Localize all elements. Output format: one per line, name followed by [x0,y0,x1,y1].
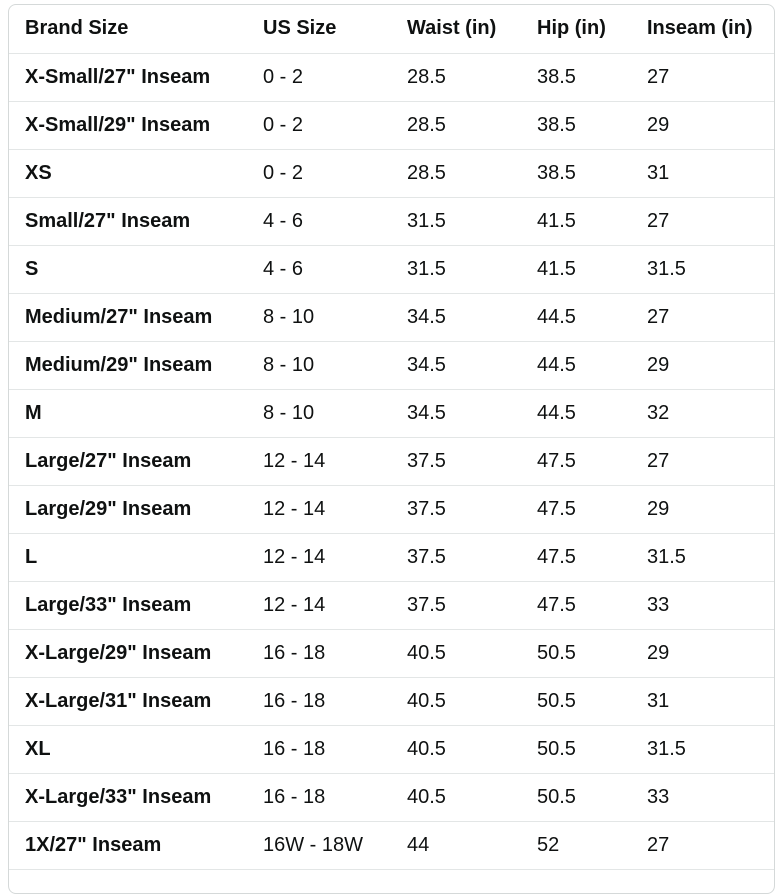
hip-cell: 50.5 [521,629,631,677]
us-size-cell: 12 - 14 [247,485,391,533]
us-size-cell: 4 - 6 [247,245,391,293]
us-size-cell: 16 - 18 [247,629,391,677]
us-size-cell: 8 - 10 [247,341,391,389]
waist-cell: 28.5 [391,53,521,101]
us-size-cell: 8 - 10 [247,389,391,437]
waist-cell: 34.5 [391,293,521,341]
waist-cell: 40.5 [391,677,521,725]
table-row [9,821,775,869]
table-row [9,293,775,341]
hip-cell: 47.5 [521,437,631,485]
inseam-cell: 27 [631,293,775,341]
inseam-cell: 27 [631,53,775,101]
table-row [9,629,775,677]
inseam-cell: 29 [631,101,775,149]
brand-size-cell: XL [9,725,247,773]
table-row [9,773,775,821]
brand-size-cell: X-Small/29" Inseam [9,101,247,149]
brand-size-cell: X-Large/31" Inseam [9,677,247,725]
table-row [9,533,775,581]
size-chart-table [9,5,775,870]
hip-cell: 47.5 [521,533,631,581]
table-body [9,53,775,869]
table-row [9,101,775,149]
brand-size-cell: M [9,389,247,437]
inseam-cell: 27 [631,437,775,485]
us-size-cell: 12 - 14 [247,581,391,629]
inseam-cell: 31.5 [631,533,775,581]
inseam-cell: 31.5 [631,245,775,293]
header-brand-size: Brand Size [9,5,247,53]
table-row [9,677,775,725]
inseam-cell: 29 [631,341,775,389]
us-size-cell: 0 - 2 [247,53,391,101]
table-row [9,725,775,773]
brand-size-cell: X-Large/29" Inseam [9,629,247,677]
table-row [9,389,775,437]
brand-size-cell: 1X/27" Inseam [9,821,247,869]
brand-size-cell: X-Large/33" Inseam [9,773,247,821]
hip-cell: 44.5 [521,293,631,341]
hip-cell: 50.5 [521,677,631,725]
us-size-cell: 8 - 10 [247,293,391,341]
waist-cell: 34.5 [391,341,521,389]
brand-size-cell: Medium/29" Inseam [9,341,247,389]
brand-size-cell: Large/33" Inseam [9,581,247,629]
hip-cell: 44.5 [521,389,631,437]
inseam-cell: 31 [631,677,775,725]
hip-cell: 47.5 [521,581,631,629]
hip-cell: 50.5 [521,773,631,821]
brand-size-cell: Large/27" Inseam [9,437,247,485]
inseam-cell: 33 [631,773,775,821]
brand-size-cell: X-Small/27" Inseam [9,53,247,101]
hip-cell: 38.5 [521,53,631,101]
us-size-cell: 16 - 18 [247,773,391,821]
table-row [9,245,775,293]
waist-cell: 44 [391,821,521,869]
us-size-cell: 16W - 18W [247,821,391,869]
hip-cell: 38.5 [521,149,631,197]
inseam-cell: 27 [631,821,775,869]
hip-cell: 38.5 [521,101,631,149]
header-us-size: US Size [247,5,391,53]
waist-cell: 28.5 [391,149,521,197]
waist-cell: 40.5 [391,629,521,677]
table-row [9,197,775,245]
waist-cell: 31.5 [391,197,521,245]
waist-cell: 40.5 [391,725,521,773]
table-header-row [9,5,775,53]
header-inseam: Inseam (in) [631,5,775,53]
hip-cell: 47.5 [521,485,631,533]
hip-cell: 44.5 [521,341,631,389]
table-row [9,53,775,101]
header-waist: Waist (in) [391,5,521,53]
us-size-cell: 0 - 2 [247,101,391,149]
waist-cell: 31.5 [391,245,521,293]
inseam-cell: 31.5 [631,725,775,773]
inseam-cell: 29 [631,629,775,677]
us-size-cell: 12 - 14 [247,533,391,581]
waist-cell: 37.5 [391,437,521,485]
hip-cell: 41.5 [521,197,631,245]
table-row [9,149,775,197]
header-hip: Hip (in) [521,5,631,53]
inseam-cell: 29 [631,485,775,533]
waist-cell: 37.5 [391,581,521,629]
brand-size-cell: Small/27" Inseam [9,197,247,245]
inseam-cell: 27 [631,197,775,245]
brand-size-cell: Large/29" Inseam [9,485,247,533]
hip-cell: 50.5 [521,725,631,773]
inseam-cell: 32 [631,389,775,437]
waist-cell: 40.5 [391,773,521,821]
table-row [9,437,775,485]
waist-cell: 37.5 [391,533,521,581]
brand-size-cell: XS [9,149,247,197]
waist-cell: 37.5 [391,485,521,533]
us-size-cell: 16 - 18 [247,677,391,725]
hip-cell: 41.5 [521,245,631,293]
table-row [9,341,775,389]
brand-size-cell: Medium/27" Inseam [9,293,247,341]
table-row [9,581,775,629]
us-size-cell: 16 - 18 [247,725,391,773]
brand-size-cell: S [9,245,247,293]
size-chart-table-container [8,4,775,894]
table-row [9,485,775,533]
brand-size-cell: L [9,533,247,581]
hip-cell: 52 [521,821,631,869]
us-size-cell: 12 - 14 [247,437,391,485]
inseam-cell: 33 [631,581,775,629]
us-size-cell: 0 - 2 [247,149,391,197]
waist-cell: 28.5 [391,101,521,149]
waist-cell: 34.5 [391,389,521,437]
inseam-cell: 31 [631,149,775,197]
us-size-cell: 4 - 6 [247,197,391,245]
